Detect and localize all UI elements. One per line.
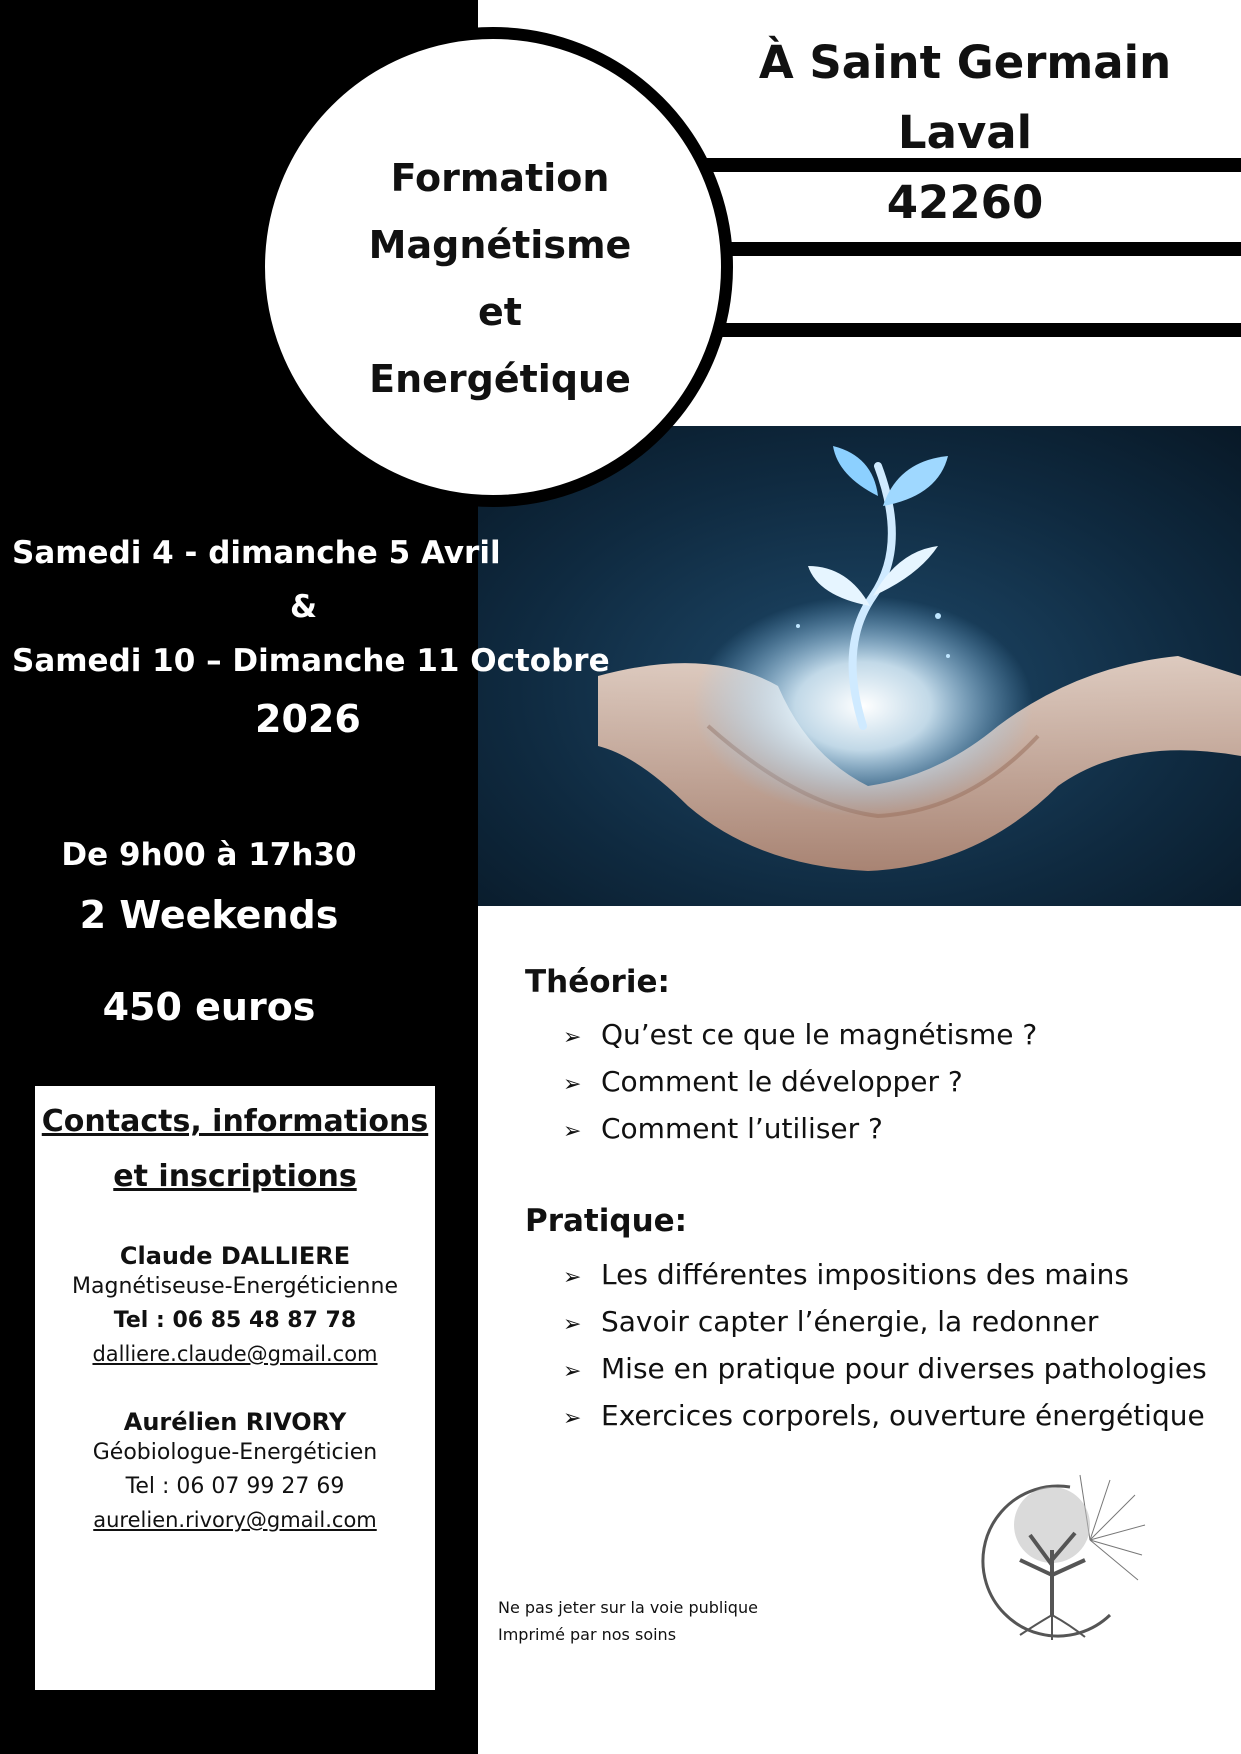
contact-box [35,1086,435,1690]
arrowhead-icon: ➢ [563,1119,582,1144]
list-item [563,1298,1207,1345]
list-item [563,1251,1207,1298]
arrowhead-icon: ➢ [563,1025,582,1050]
practice-item-4: Exercices corporels, ouverture énergétique [601,1399,1205,1432]
contact-2-email-link[interactable]: aurelien.rivory@gmail.com [93,1508,377,1532]
arrowhead-icon: ➢ [563,1072,582,1097]
theory-item-3: Comment l’utiliser ? [601,1112,883,1145]
footer-line-1: Ne pas jeter sur la voie publique [498,1598,758,1617]
list-item [563,1011,1037,1058]
theory-list [563,1011,1037,1152]
footer-line-2: Imprimé par nos soins [498,1625,677,1644]
theory-title: Théorie: [525,964,670,1000]
contact-1-role: Magnétiseuse-Energéticienne [72,1274,398,1299]
contact-title-line-1: Contacts, informations [41,1104,429,1139]
list-item [563,1345,1207,1392]
location-header [700,28,1230,238]
contact-2-role: Géobiologue-Energéticien [92,1440,378,1465]
title-line-2: Magnétisme [368,223,632,267]
practice-item-1: Les différentes impositions des mains [601,1258,1129,1291]
page-title [340,145,660,413]
theory-item-1: Qu’est ce que le magnétisme ? [601,1018,1038,1051]
theory-item-2: Comment le développer ? [601,1065,963,1098]
event-price: 450 euros [102,985,316,1029]
practice-title: Pratique: [525,1203,688,1239]
arrowhead-icon: ➢ [563,1265,582,1290]
location-postcode: 42260 [886,176,1044,229]
contact-1-email-link[interactable]: dalliere.claude@gmail.com [92,1342,378,1366]
contact-title-line-2: et inscriptions [113,1159,357,1194]
contact-2-phone[interactable]: Tel : 06 07 99 27 69 [125,1474,345,1499]
title-line-4: Energétique [369,357,631,401]
arrowhead-icon: ➢ [563,1312,582,1337]
list-item [563,1392,1207,1439]
event-duration: 2 Weekends [79,893,339,937]
footer-note [498,1594,758,1648]
event-hours: De 9h00 à 17h30 [61,837,357,873]
header-stripe [700,242,1241,256]
dates-line-1: Samedi 4 - dimanche 5 Avril [12,535,501,571]
title-line-3: et [478,290,522,334]
tree-of-life-icon [960,1465,1150,1655]
title-line-1: Formation [390,156,610,200]
contact-2-name: Aurélien RIVORY [123,1408,347,1436]
dates-line-2: Samedi 10 – Dimanche 11 Octobre [12,643,610,679]
practice-list [563,1251,1207,1439]
practice-item-3: Mise en pratique pour diverses pathologies [601,1352,1207,1385]
list-item [563,1105,1037,1152]
arrowhead-icon: ➢ [563,1406,582,1431]
practice-item-2: Savoir capter l’énergie, la redonner [601,1305,1099,1338]
dates-year: 2026 [255,697,361,741]
contact-1-phone[interactable]: Tel : 06 85 48 87 78 [113,1308,357,1333]
list-item [563,1058,1037,1105]
header-stripe [700,323,1241,337]
contact-1-name: Claude DALLIERE [119,1242,351,1270]
location-city: À Saint Germain Laval [758,36,1172,159]
arrowhead-icon: ➢ [563,1359,582,1384]
dates-ampersand: & [290,589,318,625]
contact-title [35,1094,435,1204]
